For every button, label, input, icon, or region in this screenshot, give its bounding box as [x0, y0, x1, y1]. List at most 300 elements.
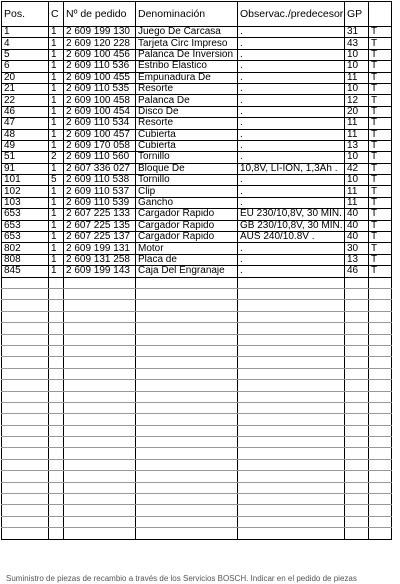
cell-gp: 13	[345, 254, 369, 265]
cell-quantity-empty	[49, 357, 64, 368]
empty-row	[2, 368, 392, 379]
cell-observation-empty	[238, 277, 345, 288]
cell-order-number-empty	[64, 380, 136, 391]
cell-gp: 20	[345, 106, 369, 117]
cell-order-number: 2 609 110 537	[64, 186, 136, 197]
cell-observation-empty	[238, 323, 345, 334]
cell-gp: 11	[345, 72, 369, 83]
cell-t-empty	[369, 437, 392, 448]
cell-denomination-empty	[136, 345, 238, 356]
cell-gp: 40	[345, 232, 369, 243]
cell-gp-empty	[345, 482, 369, 493]
col-header-gp: GP	[345, 2, 369, 27]
cell-observation: 10,8V, LI-ION, 1,3Ah .	[238, 163, 345, 174]
cell-quantity: 5	[49, 175, 64, 186]
cell-denomination-empty	[136, 391, 238, 402]
cell-pos-empty	[2, 357, 49, 368]
col-header-t	[369, 2, 392, 27]
cell-t: T	[369, 27, 392, 38]
cell-quantity: 1	[49, 106, 64, 117]
table-row	[2, 83, 392, 94]
cell-observation: .	[238, 129, 345, 140]
cell-gp: 40	[345, 209, 369, 220]
cell-t-empty	[369, 425, 392, 436]
cell-gp-empty	[345, 277, 369, 288]
empty-row	[2, 402, 392, 413]
cell-pos-empty	[2, 459, 49, 470]
cell-pos: 802	[2, 243, 49, 254]
cell-pos-empty	[2, 380, 49, 391]
cell-denomination: Disco De	[136, 106, 238, 117]
cell-t: T	[369, 38, 392, 49]
cell-pos-empty	[2, 437, 49, 448]
cell-order-number-empty	[64, 277, 136, 288]
cell-quantity-empty	[49, 345, 64, 356]
cell-quantity: 2	[49, 152, 64, 163]
cell-observation: .	[238, 140, 345, 151]
cell-observation-empty	[238, 528, 345, 539]
cell-order-number: 2 609 110 536	[64, 61, 136, 72]
cell-order-number: 2 609 110 534	[64, 118, 136, 129]
cell-observation: .	[238, 95, 345, 106]
cell-gp-empty	[345, 288, 369, 299]
cell-observation: .	[238, 49, 345, 60]
table-row	[2, 152, 392, 163]
empty-row	[2, 311, 392, 322]
table-row	[2, 106, 392, 117]
cell-order-number: 2 609 131 258	[64, 254, 136, 265]
cell-order-number: 2 609 100 458	[64, 95, 136, 106]
cell-pos-empty	[2, 402, 49, 413]
cell-observation: GB 230/10,8V, 30 MIN.	[238, 220, 345, 231]
cell-quantity: 1	[49, 209, 64, 220]
cell-denomination: Resorte	[136, 83, 238, 94]
cell-observation-empty	[238, 425, 345, 436]
cell-gp-empty	[345, 311, 369, 322]
cell-gp: 42	[345, 163, 369, 174]
cell-denomination-empty	[136, 288, 238, 299]
cell-denomination-empty	[136, 437, 238, 448]
cell-pos: 49	[2, 140, 49, 151]
cell-t: T	[369, 106, 392, 117]
cell-quantity-empty	[49, 288, 64, 299]
col-header-observation: Observac./predecesor	[238, 2, 345, 27]
cell-observation-empty	[238, 402, 345, 413]
cell-observation: .	[238, 152, 345, 163]
cell-gp-empty	[345, 345, 369, 356]
cell-observation-empty	[238, 459, 345, 470]
cell-pos: 845	[2, 266, 49, 277]
table-row	[2, 72, 392, 83]
empty-row	[2, 323, 392, 334]
cell-observation-empty	[238, 345, 345, 356]
cell-denomination: Placa de	[136, 254, 238, 265]
cell-denomination-empty	[136, 368, 238, 379]
cell-pos: 5	[2, 49, 49, 60]
cell-t-empty	[369, 448, 392, 459]
cell-t-empty	[369, 471, 392, 482]
cell-order-number: 2 609 199 131	[64, 243, 136, 254]
cell-pos: 46	[2, 106, 49, 117]
cell-gp: 43	[345, 38, 369, 49]
cell-pos-empty	[2, 505, 49, 516]
cell-order-number-empty	[64, 402, 136, 413]
empty-row	[2, 459, 392, 470]
cell-t-empty	[369, 414, 392, 425]
cell-denomination-empty	[136, 425, 238, 436]
cell-quantity-empty	[49, 277, 64, 288]
cell-denomination: Resorte	[136, 118, 238, 129]
cell-observation-empty	[238, 380, 345, 391]
table-row	[2, 220, 392, 231]
cell-pos-empty	[2, 323, 49, 334]
empty-row	[2, 414, 392, 425]
cell-denomination: Caja Del Engranaje	[136, 266, 238, 277]
empty-row	[2, 516, 392, 527]
cell-observation-empty	[238, 516, 345, 527]
cell-quantity: 1	[49, 197, 64, 208]
cell-t: T	[369, 243, 392, 254]
cell-denomination-empty	[136, 300, 238, 311]
cell-observation-empty	[238, 494, 345, 505]
cell-t-empty	[369, 311, 392, 322]
cell-observation-empty	[238, 448, 345, 459]
cell-observation: .	[238, 27, 345, 38]
cell-observation-empty	[238, 311, 345, 322]
cell-quantity-empty	[49, 300, 64, 311]
empty-row	[2, 482, 392, 493]
cell-order-number-empty	[64, 391, 136, 402]
empty-row	[2, 300, 392, 311]
cell-t-empty	[369, 494, 392, 505]
cell-denomination: Palanca De Inversion	[136, 49, 238, 60]
cell-gp-empty	[345, 334, 369, 345]
cell-gp-empty	[345, 300, 369, 311]
cell-pos: 21	[2, 83, 49, 94]
cell-pos-empty	[2, 391, 49, 402]
cell-pos-empty	[2, 311, 49, 322]
empty-row	[2, 437, 392, 448]
cell-order-number: 2 609 100 457	[64, 129, 136, 140]
cell-quantity-empty	[49, 391, 64, 402]
empty-row	[2, 448, 392, 459]
cell-order-number-empty	[64, 437, 136, 448]
empty-row	[2, 288, 392, 299]
cell-order-number: 2 609 110 539	[64, 197, 136, 208]
cell-gp: 31	[345, 27, 369, 38]
cell-t-empty	[369, 459, 392, 470]
cell-denomination: Cargador Rapido	[136, 220, 238, 231]
cell-gp: 12	[345, 95, 369, 106]
cell-quantity: 1	[49, 140, 64, 151]
cell-observation-empty	[238, 414, 345, 425]
cell-observation-empty	[238, 300, 345, 311]
cell-gp-empty	[345, 494, 369, 505]
cell-denomination-empty	[136, 505, 238, 516]
cell-gp: 46	[345, 266, 369, 277]
cell-denomination-empty	[136, 471, 238, 482]
cell-gp-empty	[345, 471, 369, 482]
cell-pos-empty	[2, 414, 49, 425]
cell-quantity-empty	[49, 380, 64, 391]
table-row	[2, 254, 392, 265]
cell-pos: 47	[2, 118, 49, 129]
cell-pos: 103	[2, 197, 49, 208]
cell-denomination-empty	[136, 334, 238, 345]
cell-order-number-empty	[64, 357, 136, 368]
cell-pos: 101	[2, 175, 49, 186]
cell-denomination: Empunadura De	[136, 72, 238, 83]
cell-gp-empty	[345, 459, 369, 470]
cell-observation-empty	[238, 391, 345, 402]
cell-pos-empty	[2, 425, 49, 436]
table-row	[2, 118, 392, 129]
cell-t-empty	[369, 516, 392, 527]
cell-quantity: 1	[49, 27, 64, 38]
cell-quantity-empty	[49, 459, 64, 470]
cell-order-number: 2 609 199 130	[64, 27, 136, 38]
cell-quantity-empty	[49, 334, 64, 345]
cell-gp: 11	[345, 118, 369, 129]
cell-observation-empty	[238, 368, 345, 379]
cell-pos-empty	[2, 300, 49, 311]
cell-t: T	[369, 209, 392, 220]
cell-denomination: Tornillo	[136, 175, 238, 186]
cell-gp-empty	[345, 368, 369, 379]
cell-t: T	[369, 220, 392, 231]
cell-denomination-empty	[136, 494, 238, 505]
cell-pos-empty	[2, 528, 49, 539]
empty-row	[2, 334, 392, 345]
table-row	[2, 175, 392, 186]
cell-t: T	[369, 95, 392, 106]
cell-denomination: Bloque De	[136, 163, 238, 174]
cell-gp: 10	[345, 152, 369, 163]
cell-quantity: 1	[49, 72, 64, 83]
cell-order-number-empty	[64, 448, 136, 459]
cell-gp: 30	[345, 243, 369, 254]
cell-observation: AUS 240/10.8V .	[238, 232, 345, 243]
cell-quantity: 1	[49, 38, 64, 49]
table-row	[2, 266, 392, 277]
cell-quantity-empty	[49, 448, 64, 459]
cell-order-number-empty	[64, 323, 136, 334]
cell-gp-empty	[345, 414, 369, 425]
cell-observation-empty	[238, 505, 345, 516]
table-row	[2, 163, 392, 174]
col-header-pos: Pos.	[2, 2, 49, 27]
table-row	[2, 186, 392, 197]
cell-denomination: Juego De Carcasa	[136, 27, 238, 38]
cell-order-number-empty	[64, 516, 136, 527]
table-row	[2, 95, 392, 106]
cell-observation: .	[238, 186, 345, 197]
cell-gp: 10	[345, 61, 369, 72]
cell-denomination-empty	[136, 448, 238, 459]
cell-gp-empty	[345, 402, 369, 413]
cell-observation: .	[238, 106, 345, 117]
cell-denomination-empty	[136, 311, 238, 322]
cell-t-empty	[369, 300, 392, 311]
cell-pos: 22	[2, 95, 49, 106]
cell-pos-empty	[2, 288, 49, 299]
cell-order-number-empty	[64, 471, 136, 482]
table-row	[2, 243, 392, 254]
cell-gp-empty	[345, 425, 369, 436]
cell-order-number: 2 609 110 560	[64, 152, 136, 163]
cell-gp-empty	[345, 437, 369, 448]
cell-t: T	[369, 197, 392, 208]
cell-denomination-empty	[136, 482, 238, 493]
cell-t-empty	[369, 277, 392, 288]
cell-t: T	[369, 152, 392, 163]
cell-denomination: Estribo Elastico	[136, 61, 238, 72]
cell-pos: 48	[2, 129, 49, 140]
cell-quantity: 1	[49, 186, 64, 197]
cell-gp: 10	[345, 49, 369, 60]
cell-order-number-empty	[64, 311, 136, 322]
cell-quantity: 1	[49, 95, 64, 106]
cell-t-empty	[369, 505, 392, 516]
empty-row	[2, 357, 392, 368]
cell-pos: 4	[2, 38, 49, 49]
cell-order-number-empty	[64, 368, 136, 379]
cell-observation: .	[238, 118, 345, 129]
table-row	[2, 61, 392, 72]
cell-observation: .	[238, 175, 345, 186]
empty-row	[2, 277, 392, 288]
cell-order-number-empty	[64, 482, 136, 493]
cell-order-number-empty	[64, 505, 136, 516]
empty-row	[2, 380, 392, 391]
cell-denomination: Gancho	[136, 197, 238, 208]
cell-observation: .	[238, 72, 345, 83]
cell-t-empty	[369, 323, 392, 334]
cell-t-empty	[369, 288, 392, 299]
cell-t: T	[369, 118, 392, 129]
cell-gp-empty	[345, 323, 369, 334]
cell-order-number-empty	[64, 414, 136, 425]
cell-t: T	[369, 129, 392, 140]
empty-row	[2, 391, 392, 402]
cell-pos: 653	[2, 209, 49, 220]
cell-quantity-empty	[49, 482, 64, 493]
cell-gp: 11	[345, 129, 369, 140]
empty-row	[2, 471, 392, 482]
cell-quantity: 1	[49, 118, 64, 129]
cell-pos-empty	[2, 471, 49, 482]
cell-denomination-empty	[136, 357, 238, 368]
header-row	[2, 2, 392, 27]
cell-quantity-empty	[49, 437, 64, 448]
empty-row	[2, 528, 392, 539]
cell-t: T	[369, 232, 392, 243]
cell-order-number: 2 609 110 538	[64, 175, 136, 186]
cell-observation: .	[238, 83, 345, 94]
cell-denomination: Palanca De	[136, 95, 238, 106]
cell-quantity: 1	[49, 83, 64, 94]
cell-denomination-empty	[136, 323, 238, 334]
cell-quantity-empty	[49, 516, 64, 527]
cell-denomination-empty	[136, 402, 238, 413]
cell-observation: .	[238, 254, 345, 265]
cell-observation-empty	[238, 288, 345, 299]
cell-pos: 653	[2, 232, 49, 243]
cell-gp-empty	[345, 391, 369, 402]
cell-gp: 11	[345, 186, 369, 197]
cell-observation-empty	[238, 471, 345, 482]
cell-order-number-empty	[64, 300, 136, 311]
cell-quantity-empty	[49, 402, 64, 413]
cell-order-number-empty	[64, 345, 136, 356]
cell-quantity-empty	[49, 368, 64, 379]
cell-order-number-empty	[64, 528, 136, 539]
cell-denomination: Tornillo	[136, 152, 238, 163]
cell-order-number: 2 609 170 058	[64, 140, 136, 151]
cell-gp-empty	[345, 380, 369, 391]
cell-observation: EU 230/10,8V, 30 MIN.	[238, 209, 345, 220]
cell-t: T	[369, 72, 392, 83]
cell-t: T	[369, 266, 392, 277]
cell-denomination: Cubierta	[136, 140, 238, 151]
cell-observation: .	[238, 266, 345, 277]
cell-denomination: Motor	[136, 243, 238, 254]
cell-gp: 10	[345, 175, 369, 186]
cell-quantity-empty	[49, 323, 64, 334]
cell-pos-empty	[2, 494, 49, 505]
cell-t: T	[369, 61, 392, 72]
cell-pos-empty	[2, 368, 49, 379]
cell-order-number: 2 609 120 228	[64, 38, 136, 49]
cell-quantity: 1	[49, 243, 64, 254]
table-row	[2, 197, 392, 208]
empty-row	[2, 425, 392, 436]
cell-denomination: Cubierta	[136, 129, 238, 140]
cell-t-empty	[369, 528, 392, 539]
cell-gp: 10	[345, 83, 369, 94]
table-row	[2, 129, 392, 140]
cell-quantity-empty	[49, 505, 64, 516]
cell-t: T	[369, 163, 392, 174]
cell-pos: 1	[2, 27, 49, 38]
cell-quantity: 1	[49, 232, 64, 243]
cell-order-number: 2 609 199 143	[64, 266, 136, 277]
parts-table	[1, 1, 392, 540]
cell-denomination-empty	[136, 414, 238, 425]
cell-t-empty	[369, 345, 392, 356]
cell-gp-empty	[345, 357, 369, 368]
cell-t-empty	[369, 368, 392, 379]
cell-pos-empty	[2, 345, 49, 356]
cell-gp: 11	[345, 197, 369, 208]
cell-gp: 13	[345, 140, 369, 151]
cell-t: T	[369, 175, 392, 186]
cell-quantity: 1	[49, 61, 64, 72]
cell-denomination: Cargador Rapido	[136, 232, 238, 243]
cell-order-number-empty	[64, 334, 136, 345]
table-row	[2, 232, 392, 243]
cell-denomination: Clip	[136, 186, 238, 197]
cell-pos: 6	[2, 61, 49, 72]
table-row	[2, 27, 392, 38]
cell-order-number: 2 609 100 456	[64, 49, 136, 60]
cell-t-empty	[369, 334, 392, 345]
cell-pos: 808	[2, 254, 49, 265]
cell-quantity-empty	[49, 414, 64, 425]
table-row	[2, 209, 392, 220]
cell-quantity: 1	[49, 266, 64, 277]
cell-denomination-empty	[136, 516, 238, 527]
